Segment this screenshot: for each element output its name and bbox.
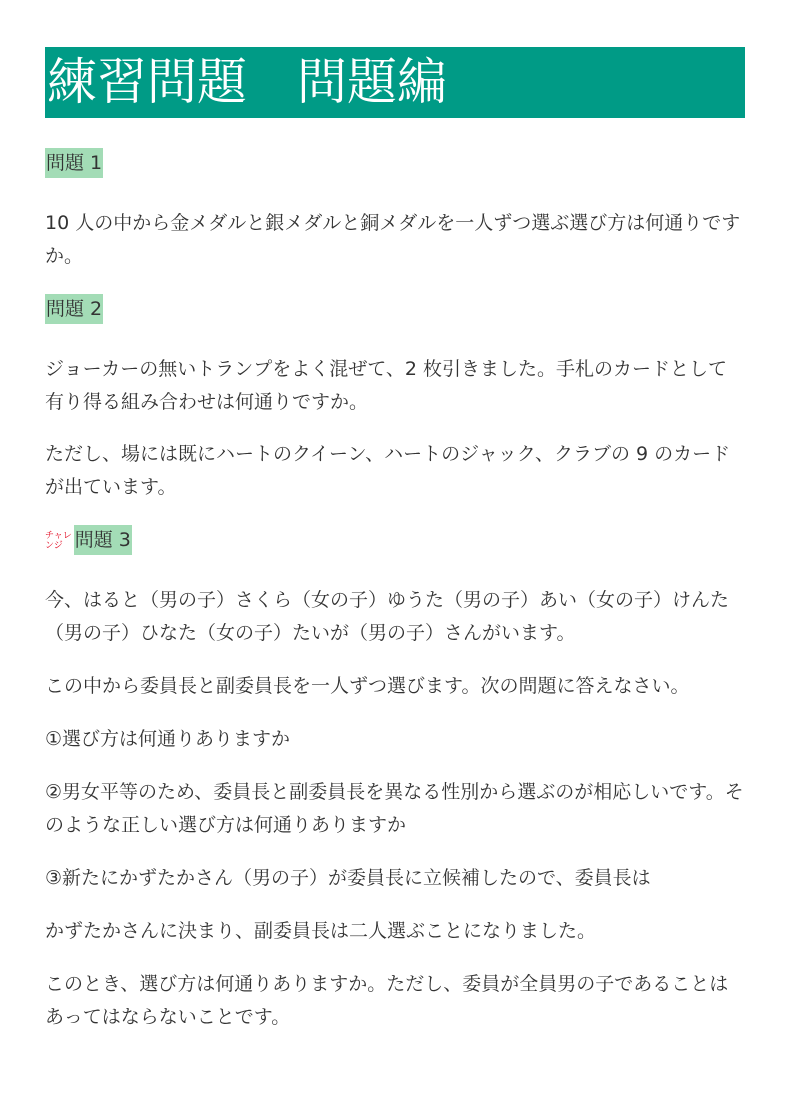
page-title: 練習問題 問題編	[47, 53, 447, 111]
question-3-item-3c: このとき、選び方は何通りありますか。ただし、委員が全員男の子であることはあってはならないことです。	[45, 973, 729, 1028]
spacer	[45, 324, 745, 353]
question-2-label: 問題 2	[45, 294, 103, 324]
spacer	[45, 842, 745, 862]
spacer	[45, 650, 745, 670]
spacer	[45, 703, 745, 723]
worksheet-page	[45, 47, 745, 1034]
spacer	[45, 419, 745, 438]
spacer	[45, 895, 745, 915]
spacer	[45, 756, 745, 776]
question-3-item-1: ①選び方は何通りありますか	[45, 728, 291, 750]
question-1-heading	[45, 148, 745, 178]
spacer	[45, 555, 745, 584]
spacer	[45, 504, 745, 525]
question-3-item-2: ②男女平等のため、委員長と副委員長を異なる性別から選ぶのが相応しいです。そのような正しい選び方は何通りありますか	[45, 781, 744, 836]
question-1-label: 問題 1	[45, 148, 103, 178]
spacer	[45, 118, 745, 148]
question-2-text-2: ただし、場には既にハートのクイーン、ハートのジャック、クラブの 9 のカードが出ています。	[45, 443, 731, 498]
question-3-label: 問題 3	[74, 525, 132, 555]
question-3-item-3a: ③新たにかずたかさん（男の子）が委員長に立候補したので、委員長は	[45, 867, 651, 889]
question-2-text-1: ジョーカーの無いトランプをよく混ぜて、2 枚引きました。手札のカードとして有り得る組み合わせは何通りですか。	[45, 358, 727, 413]
question-1-text: 10 人の中から金メダルと銀メダルと銅メダルを一人ずつ選ぶ選び方は何通りですか。	[45, 212, 741, 267]
challenge-ruby-note	[45, 531, 72, 551]
question-3-text-2: この中から委員長と副委員長を一人ずつ選びます。次の問題に答えなさい。	[45, 675, 690, 697]
challenge-ruby-bottom: ンジ	[45, 541, 63, 551]
title-banner	[45, 47, 745, 118]
question-3-text-1: 今、はると（男の子）さくら（女の子）ゆうた（男の子）あい（女の子）けんた（男の子）ひなた（女の子）たいが（男の子）さんがいます。	[45, 589, 730, 644]
spacer	[45, 273, 745, 294]
challenge-ruby-top: チャレ	[45, 531, 72, 541]
spacer	[45, 178, 745, 207]
question-3-item-3b: かずたかさんに決まり、副委員長は二人選ぶことになりました。	[45, 920, 597, 942]
question-3-heading	[45, 525, 745, 555]
spacer	[45, 948, 745, 968]
question-2-heading	[45, 294, 745, 324]
